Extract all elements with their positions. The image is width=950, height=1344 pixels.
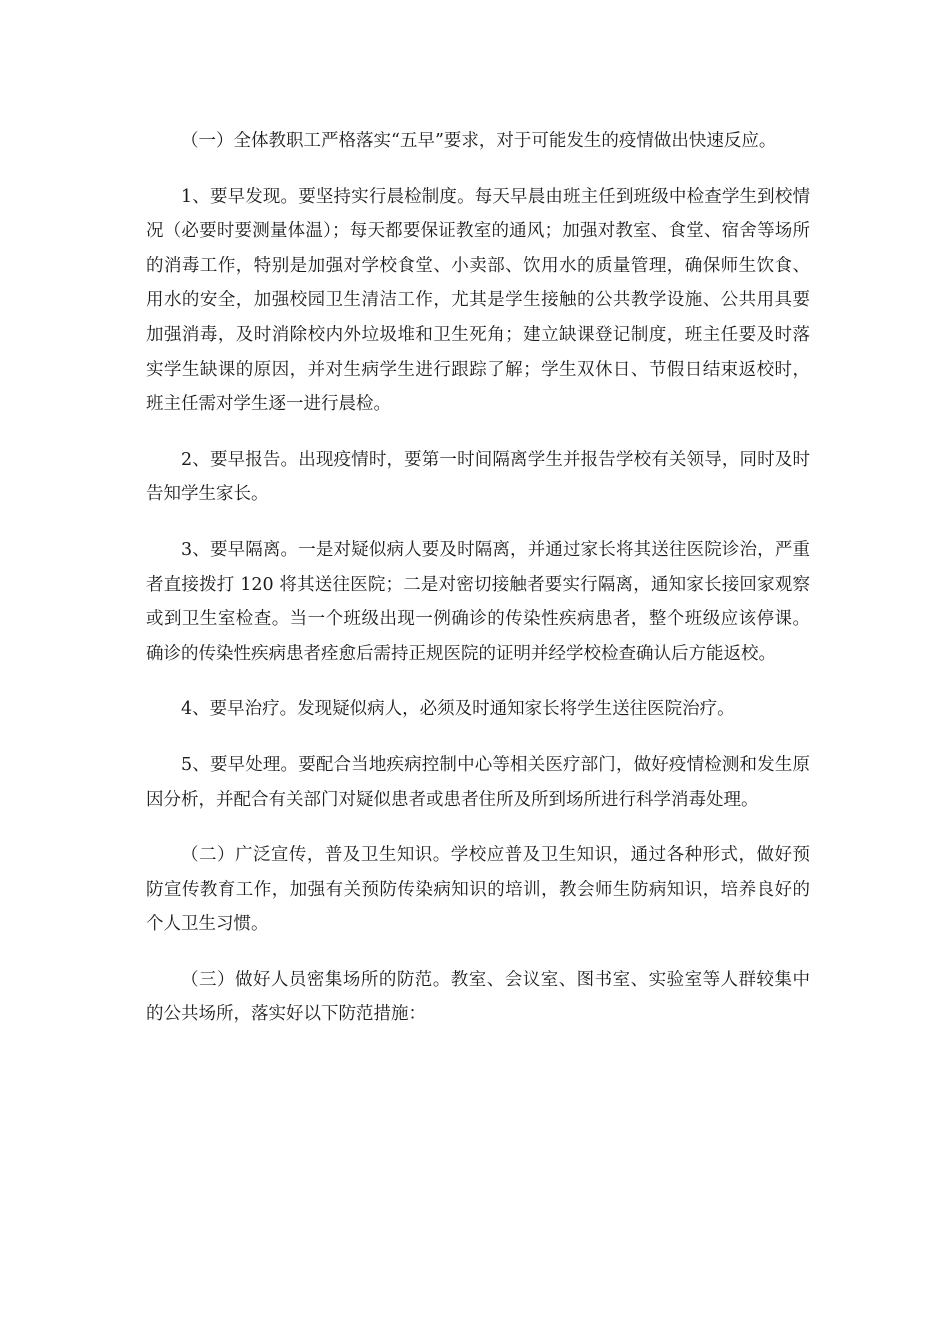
paragraph-early-handling: 5、要早处理。要配合当地疾病控制中心等相关医疗部门，做好疫情检测和发生原因分析，并配合有关部门对疑似患者或患者住所及所到场所进行科学消毒处理。: [146, 754, 810, 810]
paragraph-section-2: （二）广泛宣传，普及卫生知识。学校应普及卫生知识，通过各种形式，做好预防宣传教育工作，加强有关预防传染病知识的培训，教会师生防病知识，培养良好的个人卫生习惯。: [146, 845, 810, 935]
paragraph-section-3: （三）做好人员密集场所的防范。教室、会议室、图书室、实验室等人群较集中的公共场所，落实好以下防范措施：: [146, 969, 810, 1025]
paragraph-section-1-heading: （一）全体教职工严格落实“五早”要求，对于可能发生的疫情做出快速反应。: [181, 131, 777, 151]
paragraph-early-detection: 1、要早发现。要坚持实行晨检制度。每天早晨由班主任到班级中检查学生到校情况（必要时要测量体温）；每天都要保证教室的通风；加强对教室、食堂、宿舍等场所的消毒工作，特别是加强对学校食堂、小卖部、饮用水的质量管理，确保师生饮食、用水的安全，加强校园卫生清洁工作，尤其是学生接触的公共教学设施、公共用具要加强消毒，及时消除校内外垃圾堆和卫生死角；建立缺课登记制度，班主任要及时落实学生缺课的原因，并对生病学生进行跟踪了解；学生双休日、节假日结束返校时，班主任需对学生逐一进行晨检。: [146, 186, 810, 415]
paragraph-early-treatment: 4、要早治疗。发现疑似病人，必须及时通知家长将学生送往医院治疗。: [181, 699, 735, 720]
paragraph-early-isolation: 3、要早隔离。一是对疑似病人要及时隔离，并通过家长将其送往医院诊治，严重者直接拨打 120 将其送往医院；二是对密切接触者要实行隔离，通知家长接回家观察或到卫生室检查。当一个班级出现一例确诊的传染性疾病患者，整个班级应该停课。确诊的传染性疾病患者痊愈后需持正规医院的证明并经学校检查确认后方能返校。: [146, 539, 810, 664]
document-body: [146, 124, 810, 1053]
paragraph-early-report: 2、要早报告。出现疫情时，要第一时间隔离学生并报告学校有关领导，同时及时告知学生家长。: [146, 449, 810, 505]
